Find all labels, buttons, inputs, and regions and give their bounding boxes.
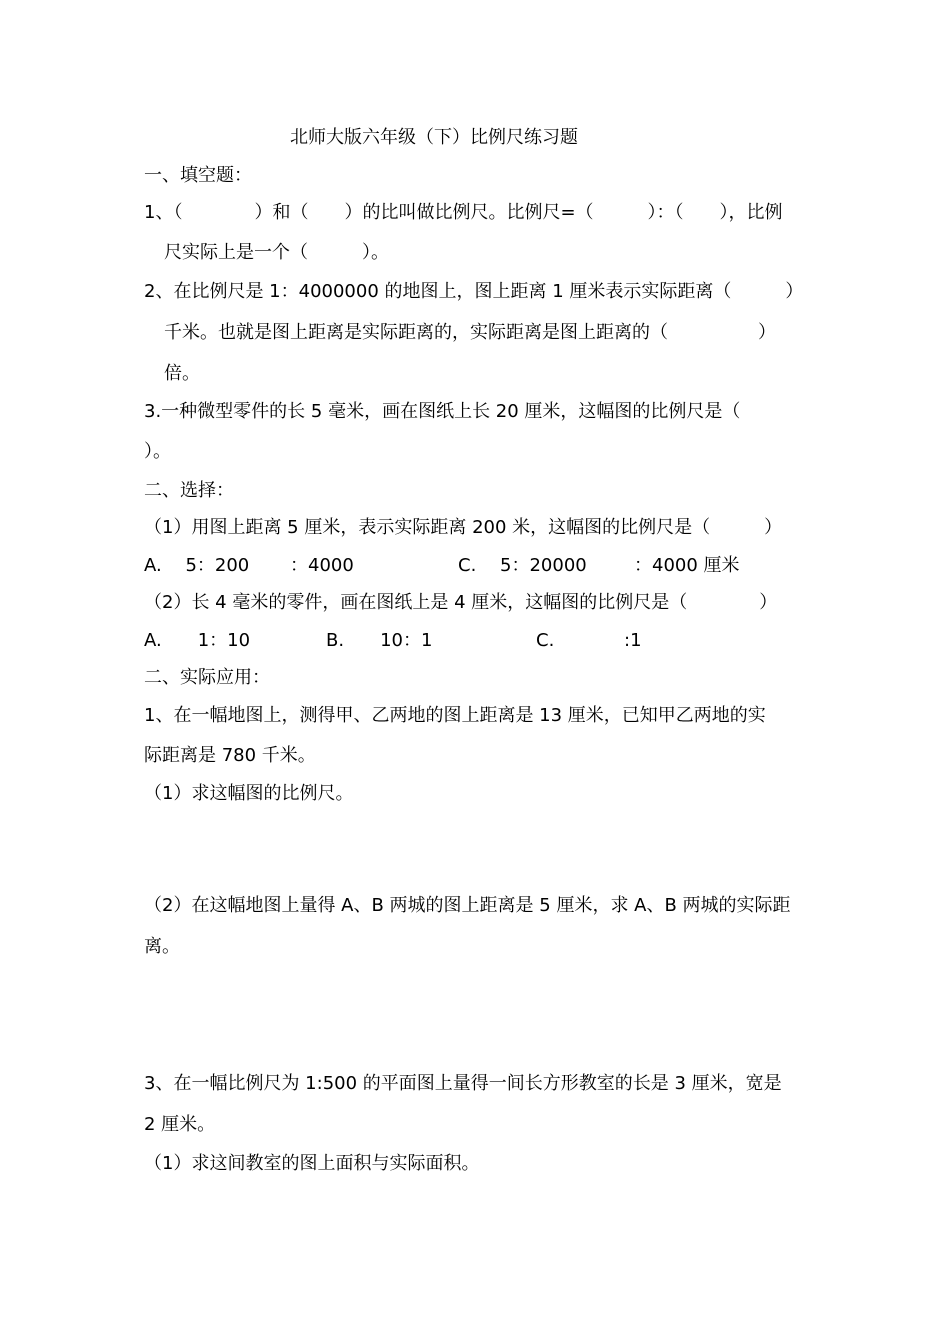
q2-line3: 倍。	[164, 363, 200, 384]
problem1-sub2-line1: （2）在这幅地图上量得 A、B 两城的图上距离是 5 厘米，求 A、B 两城的实际距	[144, 895, 791, 916]
q3-line1: 3.一种微型零件的长 5 毫米，画在图纸上长 20 厘米，这幅图的比例尺是（	[144, 401, 741, 422]
problem1-sub1: （1）求这幅图的比例尺。	[144, 783, 354, 804]
choice-q2: （2）长 4 毫米的零件，画在图纸上是 4 厘米，这幅图的比例尺是（ ）	[144, 592, 778, 613]
choice-q1: （1）用图上距离 5 厘米，表示实际距离 200 米，这幅图的比例尺是（ ）	[144, 517, 783, 538]
q2-line1: 2、在比例尺是 1：4000000 的地图上，图上距离 1 厘米表示实际距离（ ）	[144, 281, 804, 302]
problem1-sub2-line2: 离。	[144, 936, 180, 957]
problem1-line1: 1、在一幅地图上，测得甲、乙两地的图上距离是 13 厘米，已知甲乙两地的实	[144, 705, 766, 726]
q3-line2: ）。	[144, 441, 171, 462]
section-application-heading: 二、实际应用：	[144, 667, 270, 688]
q1-line1: 1、（ ）和（ ）的比叫做比例尺。比例尺=（ ）：（ ），比例	[144, 202, 783, 223]
problem3-sub1: （1）求这间教室的图上面积与实际面积。	[144, 1153, 480, 1174]
choice-q1-option-a: A. 5：200	[144, 555, 250, 576]
q2-line2: 千米。也就是图上距离是实际距离的，实际距离是图上距离的（ ）	[164, 322, 776, 343]
q1-line2: 尺实际上是一个（ ）。	[164, 242, 389, 263]
section-fill-blank-heading: 一、填空题：	[144, 165, 252, 186]
problem3-line1: 3、在一幅比例尺为 1:500 的平面图上量得一间长方形教室的长是 3 厘米，宽是	[144, 1073, 782, 1094]
choice-q1-option-c: C. 5：20000	[458, 555, 587, 576]
page-title: 北师大版六年级（下）比例尺练习题	[290, 127, 578, 148]
choice-q2-option-d: :1	[624, 630, 642, 651]
choice-q2-option-b: B. 10：1	[326, 630, 433, 651]
choice-q2-option-a: A. 1：10	[144, 630, 251, 651]
choice-q2-option-c: C.	[536, 630, 555, 651]
choice-q1-option-d: ：4000 厘米	[634, 555, 740, 576]
problem3-line2: 2 厘米。	[144, 1114, 216, 1135]
choice-q1-option-b: ：4000	[290, 555, 354, 576]
section-choice-heading: 二、选择：	[144, 480, 234, 501]
problem1-line2: 际距离是 780 千米。	[144, 745, 316, 766]
